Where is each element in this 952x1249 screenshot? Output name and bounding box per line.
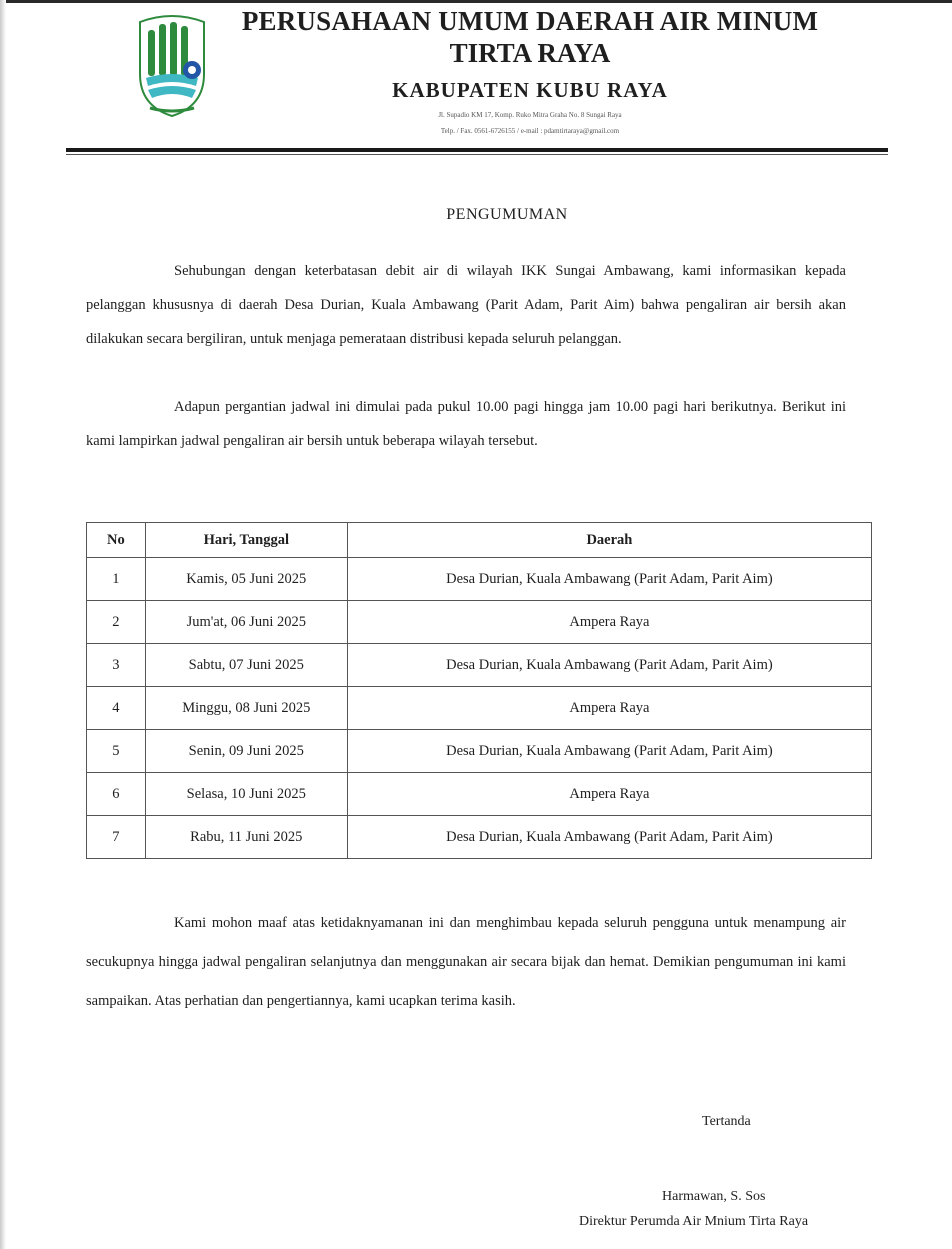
document-title: PENGUMUMAN xyxy=(446,206,568,223)
signature-label: Tertanda xyxy=(702,1114,751,1129)
page-top-edge xyxy=(0,0,952,3)
signatory-title: Direktur Perumda Air Mnium Tirta Raya xyxy=(579,1214,809,1229)
cell-area: Ampera Raya xyxy=(347,687,871,730)
cell-date: Kamis, 05 Juni 2025 xyxy=(145,558,347,601)
paragraph-schedule-note: Adapun pergantian jadwal ini dimulai pada pukul 10.00 pagi hingga jam 10.00 pagi hari berikutnya. Berikut ini kami lampirkan jadwal pengaliran air bersih untuk beberapa wilayah tersebut. xyxy=(86,399,846,449)
table-header-row xyxy=(87,523,872,558)
org-name-line2: TIRTA RAYA xyxy=(449,38,611,68)
cell-area: Ampera Raya xyxy=(347,773,871,816)
org-address: Jl. Supadio KM 17, Komp. Ruko Mitra Graha No. 8 Sungai Raya xyxy=(438,111,622,119)
cell-date: Rabu, 11 Juni 2025 xyxy=(145,816,347,859)
cell-area: Desa Durian, Kuala Ambawang (Parit Adam, Parit Aim) xyxy=(347,730,871,773)
letterhead-divider-thin xyxy=(66,154,888,155)
header-area: Daerah xyxy=(347,523,871,558)
letterhead-divider xyxy=(66,148,888,152)
table-row xyxy=(87,644,872,687)
cell-date: Senin, 09 Juni 2025 xyxy=(145,730,347,773)
cell-date: Minggu, 08 Juni 2025 xyxy=(145,687,347,730)
cell-date: Jum'at, 06 Juni 2025 xyxy=(145,601,347,644)
signatory-name: Harmawan, S. Sos xyxy=(662,1189,766,1204)
cell-date: Selasa, 10 Juni 2025 xyxy=(145,773,347,816)
table-row xyxy=(87,816,872,859)
table-row xyxy=(87,687,872,730)
header-date: Hari, Tanggal xyxy=(145,523,347,558)
table-row xyxy=(87,558,872,601)
cell-no: 5 xyxy=(87,730,146,773)
org-contact: Telp. / Fax. 0561-6726155 / e-mail : pdamtirtaraya@gmail.com xyxy=(440,127,620,135)
cell-area: Desa Durian, Kuala Ambawang (Parit Adam, Parit Aim) xyxy=(347,816,871,859)
cell-no: 6 xyxy=(87,773,146,816)
cell-no: 1 xyxy=(87,558,146,601)
cell-no: 4 xyxy=(87,687,146,730)
table-row xyxy=(87,773,872,816)
paragraph-intro: Sehubungan dengan keterbatasan debit air di wilayah IKK Sungai Ambawang, kami informasikan kepada pelanggan khususnya di daerah Desa Durian, Kuala Ambawang (Parit Adam, Parit Aim) bahwa pengaliran air bersih akan dilakukan secara bergiliran, untuk menjaga pemerataan distribusi kepada seluruh pelanggan. xyxy=(86,263,846,347)
table-row xyxy=(87,730,872,773)
company-logo-icon xyxy=(132,12,212,120)
org-name-line1: PERUSAHAAN UMUM DAERAH AIR MINUM xyxy=(241,6,819,36)
paragraph-closing: Kami mohon maaf atas ketidaknyamanan ini dan menghimbau kepada seluruh pengguna untuk menampung air secukupnya hingga jadwal pengaliran selanjutnya dan menggunakan air secara bijak dan hemat. Demikian pengumuman ini kami sampaikan. Atas perhatian dan pengertiannya, kami ucapkan terima kasih. xyxy=(86,915,846,1009)
header-no: No xyxy=(87,523,146,558)
table-row xyxy=(87,601,872,644)
cell-no: 7 xyxy=(87,816,146,859)
cell-no: 2 xyxy=(87,601,146,644)
schedule-table xyxy=(86,522,872,859)
cell-date: Sabtu, 07 Juni 2025 xyxy=(145,644,347,687)
cell-area: Ampera Raya xyxy=(347,601,871,644)
cell-area: Desa Durian, Kuala Ambawang (Parit Adam, Parit Aim) xyxy=(347,558,871,601)
page-left-shadow xyxy=(0,0,6,1249)
cell-no: 3 xyxy=(87,644,146,687)
org-regency: KABUPATEN KUBU RAYA xyxy=(392,78,668,102)
cell-area: Desa Durian, Kuala Ambawang (Parit Adam, Parit Aim) xyxy=(347,644,871,687)
